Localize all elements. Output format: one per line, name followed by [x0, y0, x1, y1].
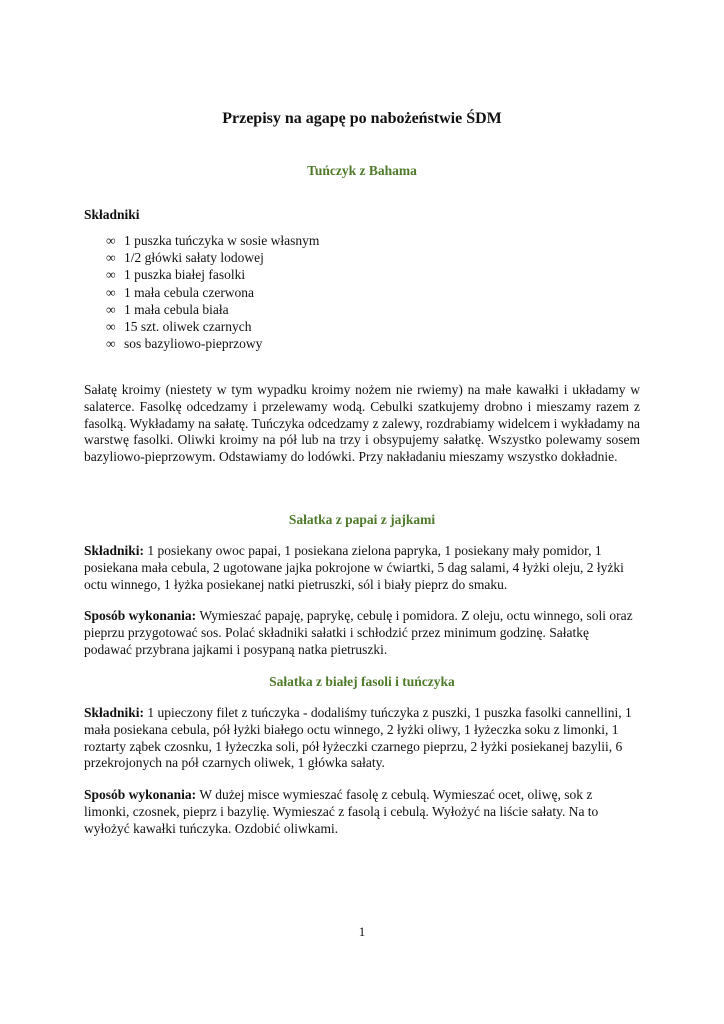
page-number: 1 [358, 924, 366, 939]
recipe3-title: Sałatka z białej fasoli i tuńczyka [269, 674, 455, 689]
ingredients-label: Składniki: [84, 543, 145, 558]
ingredient-text: sos bazyliowo-pieprzowy [124, 336, 263, 352]
recipe1-title: Tuńczyk z Bahama [307, 163, 417, 178]
ingredients-text: 1 posiekany owoc papai, 1 posiekana zielona papryka, 1 posiekany mały pomidor, 1 posiekana mała cebula, 2 ugotowane jajka pokrojone w ćwiartki, 5 dag salami, 4 łyżki oleju, 2 łyżki octu winnego, 1 łyżka posiekanej natki pietruszki, sól i biały pieprz do smaku. [84, 543, 624, 592]
method-label: Sposób wykonania: [84, 608, 197, 623]
list-item [106, 232, 319, 249]
recipe2-method [84, 608, 640, 658]
method-label: Sposób wykonania: [84, 787, 197, 802]
method-text: Wymieszać papaję, paprykę, cebulę i pomidora. Z oleju, octu winnego, soli oraz pieprzu przygotować sos. Polać składniki sałatki i schłodzić przez minimum godzinę. Sałatkę podawać przybrana jajkami i posypaną natka pietruszki. [84, 608, 633, 657]
recipe1-ingredients-heading: Składniki [84, 207, 140, 222]
document-title: Przepisy na agapę po nabożeństwie ŚDM [222, 110, 502, 127]
list-item [106, 301, 319, 318]
ingredients-text: 1 upieczony filet z tuńczyka - dodaliśmy tuńczyka z puszki, 1 puszka fasolki cannellini, 1 mała posiekana cebula, pół łyżki białego octu winnego, 2 łyżki oliwy, 1 łyżeczka soku z limonki, 1 roztarty ząbek czosnku, 1 łyżeczka soli, pół łyżeczki czarnego pieprzu, 2 łyżki posiekanej bazylii, 6 przekrojonych na pół czarnych oliwek, 1 główka sałaty. [84, 705, 632, 771]
bullet-infinity-icon: ∞ [106, 318, 116, 334]
bullet-infinity-icon: ∞ [106, 336, 116, 352]
ingredient-text: 1 puszka tuńczyka w sosie własnym [124, 233, 320, 248]
list-item [106, 249, 319, 266]
recipe3-ingredients [84, 705, 640, 772]
method-text: W dużej misce wymieszać fasolę z cebulą. Wymieszać ocet, oliwę, sok z limonki, czosnek, pieprz i bazylię. Wymieszać z fasolą i cebulą. Wyłożyć na liście sałaty. Na to wyłożyć kawałki tuńczyka. Ozdobić oliwkami. [84, 787, 599, 836]
bullet-infinity-icon: ∞ [106, 267, 116, 283]
list-item [106, 266, 319, 283]
ingredient-text: 1 mała cebula czerwona [124, 284, 255, 300]
bullet-infinity-icon: ∞ [106, 301, 116, 317]
ingredient-text: 1 puszka białej fasolki [124, 267, 246, 283]
ingredient-text: 1/2 główki sałaty lodowej [124, 250, 264, 266]
recipe2-ingredients [84, 543, 640, 593]
bullet-infinity-icon: ∞ [106, 284, 116, 300]
bullet-infinity-icon: ∞ [106, 233, 116, 248]
list-item [106, 318, 319, 335]
recipe1-ingredient-list [106, 232, 319, 352]
recipe2-title: Sałatka z papai z jajkami [288, 512, 436, 527]
list-item [106, 335, 319, 352]
bullet-infinity-icon: ∞ [106, 250, 116, 266]
ingredients-label: Składniki: [84, 705, 145, 720]
recipe3-method [84, 787, 640, 837]
ingredient-text: 1 mała cebula biała [124, 301, 229, 317]
ingredient-text: 15 szt. oliwek czarnych [124, 318, 252, 334]
list-item [106, 284, 319, 301]
recipe1-instructions: Sałatę kroimy (niestety w tym wypadku kroimy nożem nie rwiemy) na małe kawałki i układamy w salaterce. Fasolkę odcedzamy i przelewamy wodą. Cebulki szatkujemy drobno i mieszamy razem z fasolką. Wykładamy na sałatę. Tuńczyka odcedzamy z zalewy, rozdrabiamy widelcem i wykładamy na warstwę fasolki. Oliwki kroimy na pół lub na trzy i obsypujemy sałatkę. Wszystko polewamy sosem bazyliowo-pieprzowym. Odstawiamy do lodówki. Przy nakładaniu mieszamy wszystko dokładnie. [84, 382, 640, 465]
